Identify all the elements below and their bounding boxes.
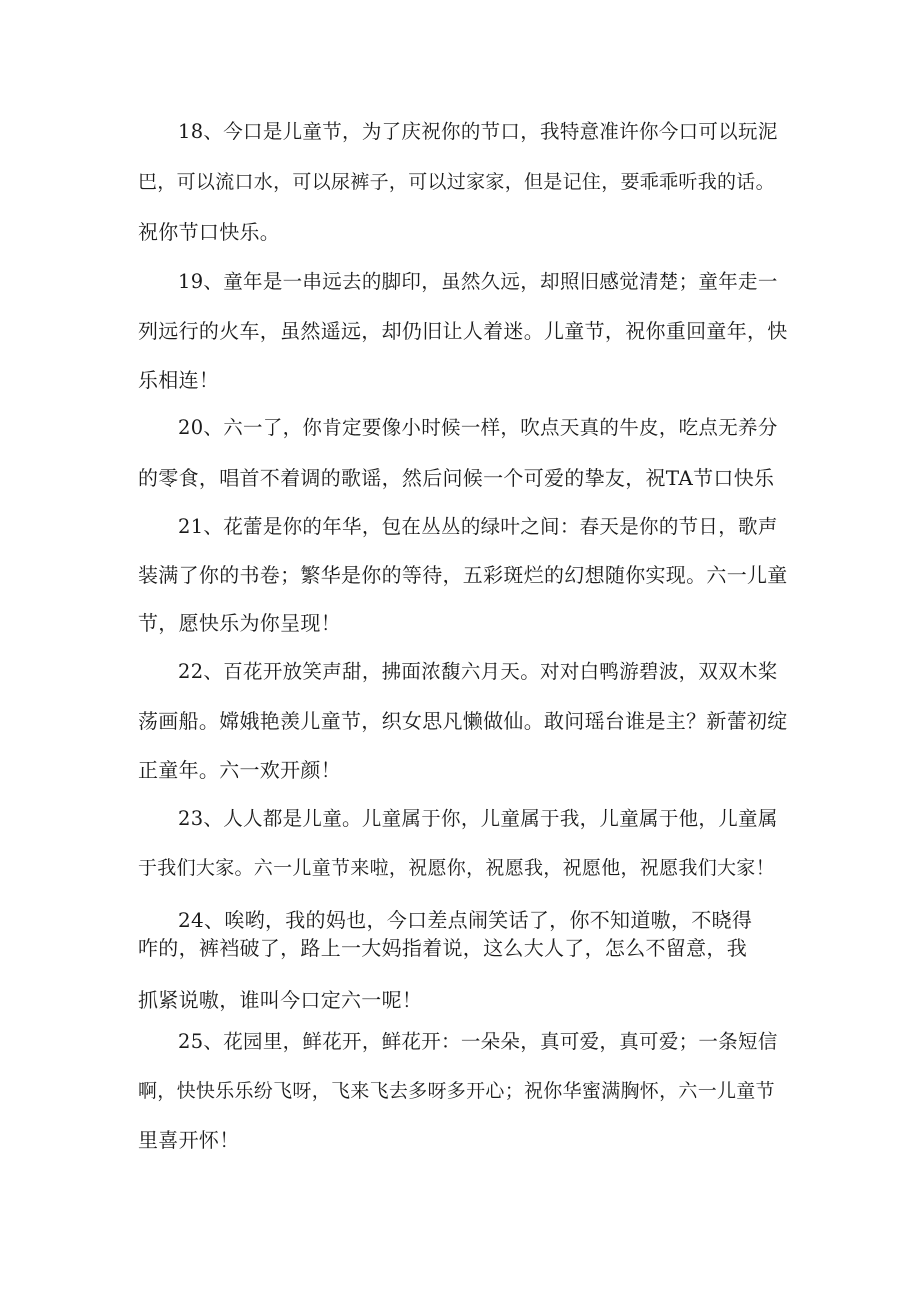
text-line: 巴，可以流口水，可以尿裤子，可以过家家，但是记住，要乖乖听我的话。 — [138, 171, 775, 193]
text-line: 装满了你的书卷；繁华是你的等待，五彩斑烂的幻想随你实现。六一儿童 — [138, 563, 788, 587]
text-line: 里喜开怀！ — [138, 1128, 240, 1152]
text-line: 25、花园里，鲜花开，鲜花开：一朵朵，真可爱，真可爱；一条短信 — [178, 1030, 778, 1053]
text-line: 咋的，裤裆破了，路上一大妈指着说，这么大人了，怎么不留意，我 — [138, 936, 747, 960]
text-line: 于我们大家。六一儿童节来啦，祝愿你，祝愿我，祝愿他，祝愿我们大家！ — [138, 857, 775, 879]
text-line: 18、今口是儿童节，为了庆祝你的节口，我特意准许你今口可以玩泥 — [178, 120, 778, 143]
text-line: 22、百花开放笑声甜，拂面浓馥六月天。对对白鸭游碧波，双双木桨 — [178, 660, 778, 683]
text-line: 20、六一了，你肯定要像小时候一样，吹点天真的牛皮，吃点无养分 — [178, 416, 778, 439]
text-line: 的零食，唱首不着调的歌谣，然后问候一个可爱的挚友，祝TA节口快乐 — [138, 466, 775, 490]
text-line: 抓紧说嗷，谁叫今口定六一呢！ — [138, 988, 423, 1012]
text-line: 乐相连！ — [138, 368, 220, 392]
text-line: 19、童年是一串远去的脚印，虽然久远，却照旧感觉清楚；童年走一 — [178, 270, 778, 293]
text-line: 节，愿快乐为你呈现！ — [138, 611, 341, 635]
text-line: 荡画船。嫦娥艳羡儿童节，织女思凡懒做仙。敢问瑶台谁是主？新蕾初绽 — [138, 709, 788, 733]
text-line: 祝你节口快乐。 — [138, 220, 281, 244]
text-line: 23、人人都是儿童。儿童属于你，儿童属于我，儿童属于他，儿童属 — [178, 807, 778, 830]
text-line: 正童年。六一欢开颜！ — [138, 758, 341, 782]
text-line: 啊，快快乐乐纷飞呀，飞来飞去多呀多开心；祝你华蜜满胸怀，六一儿童节 — [138, 1080, 775, 1102]
text-line: 21、花蕾是你的年华，包在丛丛的绿叶之间：春天是你的节日，歌声 — [178, 515, 778, 538]
text-line: 24、唉哟，我的妈也，今口差点闹笑话了，你不知道嗷，不晓得 — [178, 908, 753, 932]
text-line: 列远行的火车，虽然遥远，却仍旧让人着迷。儿童节，祝你重回童年，快 — [138, 319, 788, 343]
